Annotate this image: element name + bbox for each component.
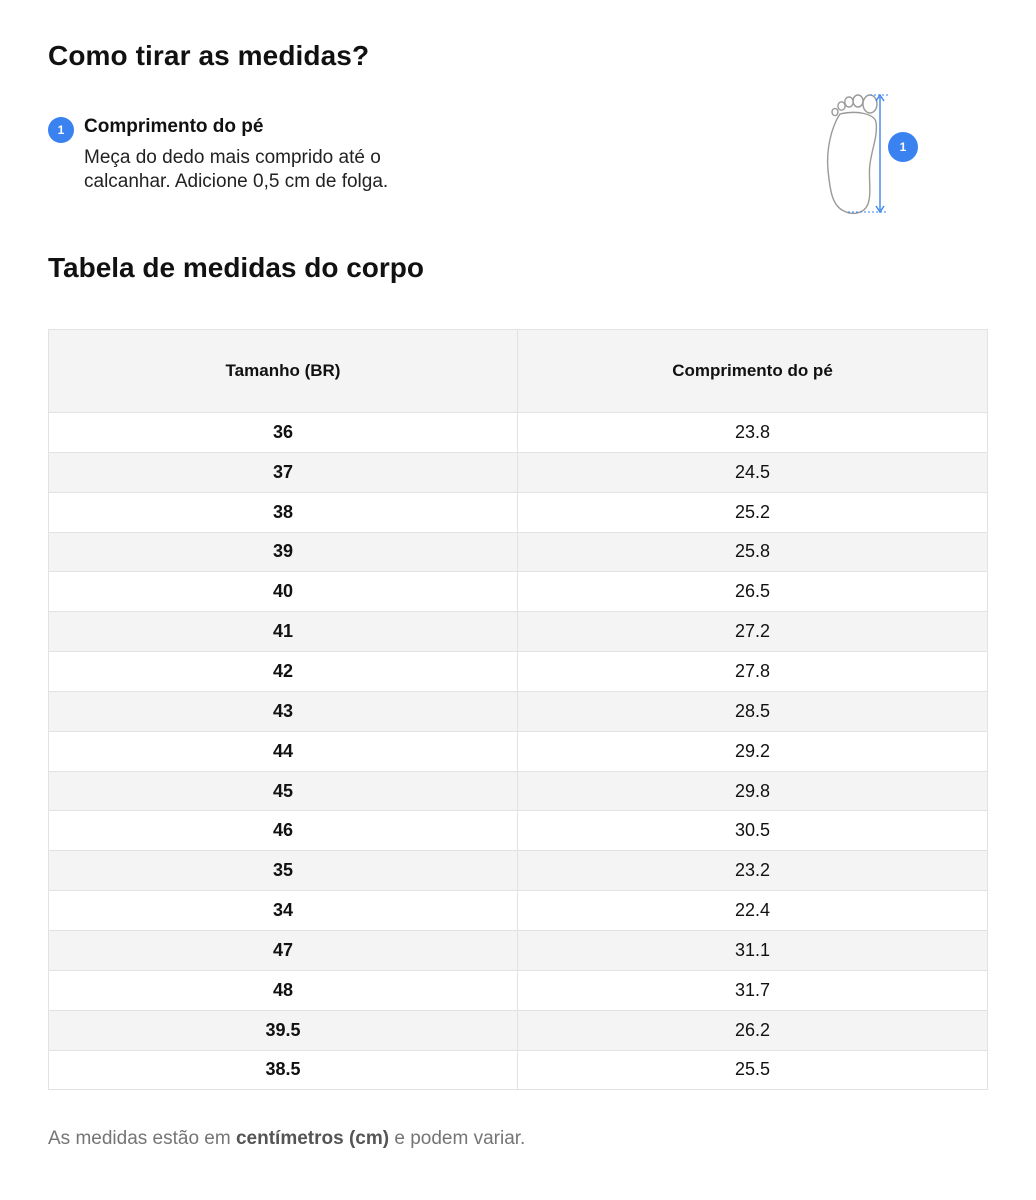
- foot-length-cell: 25.8: [518, 532, 988, 572]
- foot-length-cell: 27.2: [518, 612, 988, 652]
- table-row: [49, 691, 988, 731]
- size-cell: 45: [49, 771, 518, 811]
- size-cell: 42: [49, 652, 518, 692]
- size-cell: 37: [49, 452, 518, 492]
- foot-length-cell: 26.2: [518, 1010, 988, 1050]
- step-description: Meça do dedo mais comprido até o calcanhar. Adicione 0,5 cm de folga.: [84, 147, 389, 192]
- foot-length-cell: 22.4: [518, 891, 988, 931]
- foot-length-cell: 23.8: [518, 413, 988, 453]
- page-title: Como tirar as medidas?: [48, 40, 370, 71]
- size-cell: 39: [49, 532, 518, 572]
- table-row: [49, 652, 988, 692]
- size-cell: 40: [49, 572, 518, 612]
- size-cell: 38.5: [49, 1050, 518, 1090]
- table-row: [49, 851, 988, 891]
- foot-length-cell: 30.5: [518, 811, 988, 851]
- header-size: Tamanho (BR): [49, 330, 518, 413]
- foot-length-cell: 25.5: [518, 1050, 988, 1090]
- note-unit: centímetros (cm): [235, 1128, 390, 1149]
- size-cell: 47: [49, 930, 518, 970]
- size-cell: 35: [49, 851, 518, 891]
- size-cell: 38: [49, 492, 518, 532]
- step-number-badge: 1: [48, 117, 74, 143]
- size-cell: 39.5: [49, 1010, 518, 1050]
- table-row: [49, 811, 988, 851]
- table-row: [49, 970, 988, 1010]
- table-header-row: [49, 330, 988, 413]
- size-cell: 36: [49, 413, 518, 453]
- foot-length-cell: 25.2: [518, 492, 988, 532]
- table-row: [49, 492, 988, 532]
- size-table: [48, 329, 988, 1090]
- table-row: [49, 731, 988, 771]
- table-row: [49, 930, 988, 970]
- foot-length-cell: 23.2: [518, 851, 988, 891]
- table-row: [49, 771, 988, 811]
- foot-length-cell: 31.7: [518, 970, 988, 1010]
- note-suffix: e podem variar.: [389, 1128, 526, 1149]
- table-row: [49, 1050, 988, 1090]
- foot-length-cell: 29.8: [518, 771, 988, 811]
- size-cell: 48: [49, 970, 518, 1010]
- size-cell: 41: [49, 612, 518, 652]
- foot-length-cell: 26.5: [518, 572, 988, 612]
- header-foot-length: Comprimento do pé: [518, 330, 988, 413]
- foot-length-cell: 31.1: [518, 930, 988, 970]
- table-row: [49, 452, 988, 492]
- size-cell: 44: [49, 731, 518, 771]
- table-row: [49, 532, 988, 572]
- table-row: [49, 1010, 988, 1050]
- table-title: Tabela de medidas do corpo: [48, 252, 425, 283]
- table-row: [49, 891, 988, 931]
- size-cell: 46: [49, 811, 518, 851]
- foot-length-cell: 28.5: [518, 691, 988, 731]
- table-row: [49, 612, 988, 652]
- size-cell: 43: [49, 691, 518, 731]
- foot-length-cell: 29.2: [518, 731, 988, 771]
- size-cell: 34: [49, 891, 518, 931]
- table-row: [49, 413, 988, 453]
- step-title: Comprimento do pé: [84, 116, 264, 137]
- note-prefix: As medidas estão em: [48, 1128, 236, 1149]
- units-note: [48, 1128, 525, 1150]
- illustration-number-badge: 1: [888, 132, 918, 162]
- foot-length-cell: 24.5: [518, 452, 988, 492]
- table-row: [49, 572, 988, 612]
- foot-length-cell: 27.8: [518, 652, 988, 692]
